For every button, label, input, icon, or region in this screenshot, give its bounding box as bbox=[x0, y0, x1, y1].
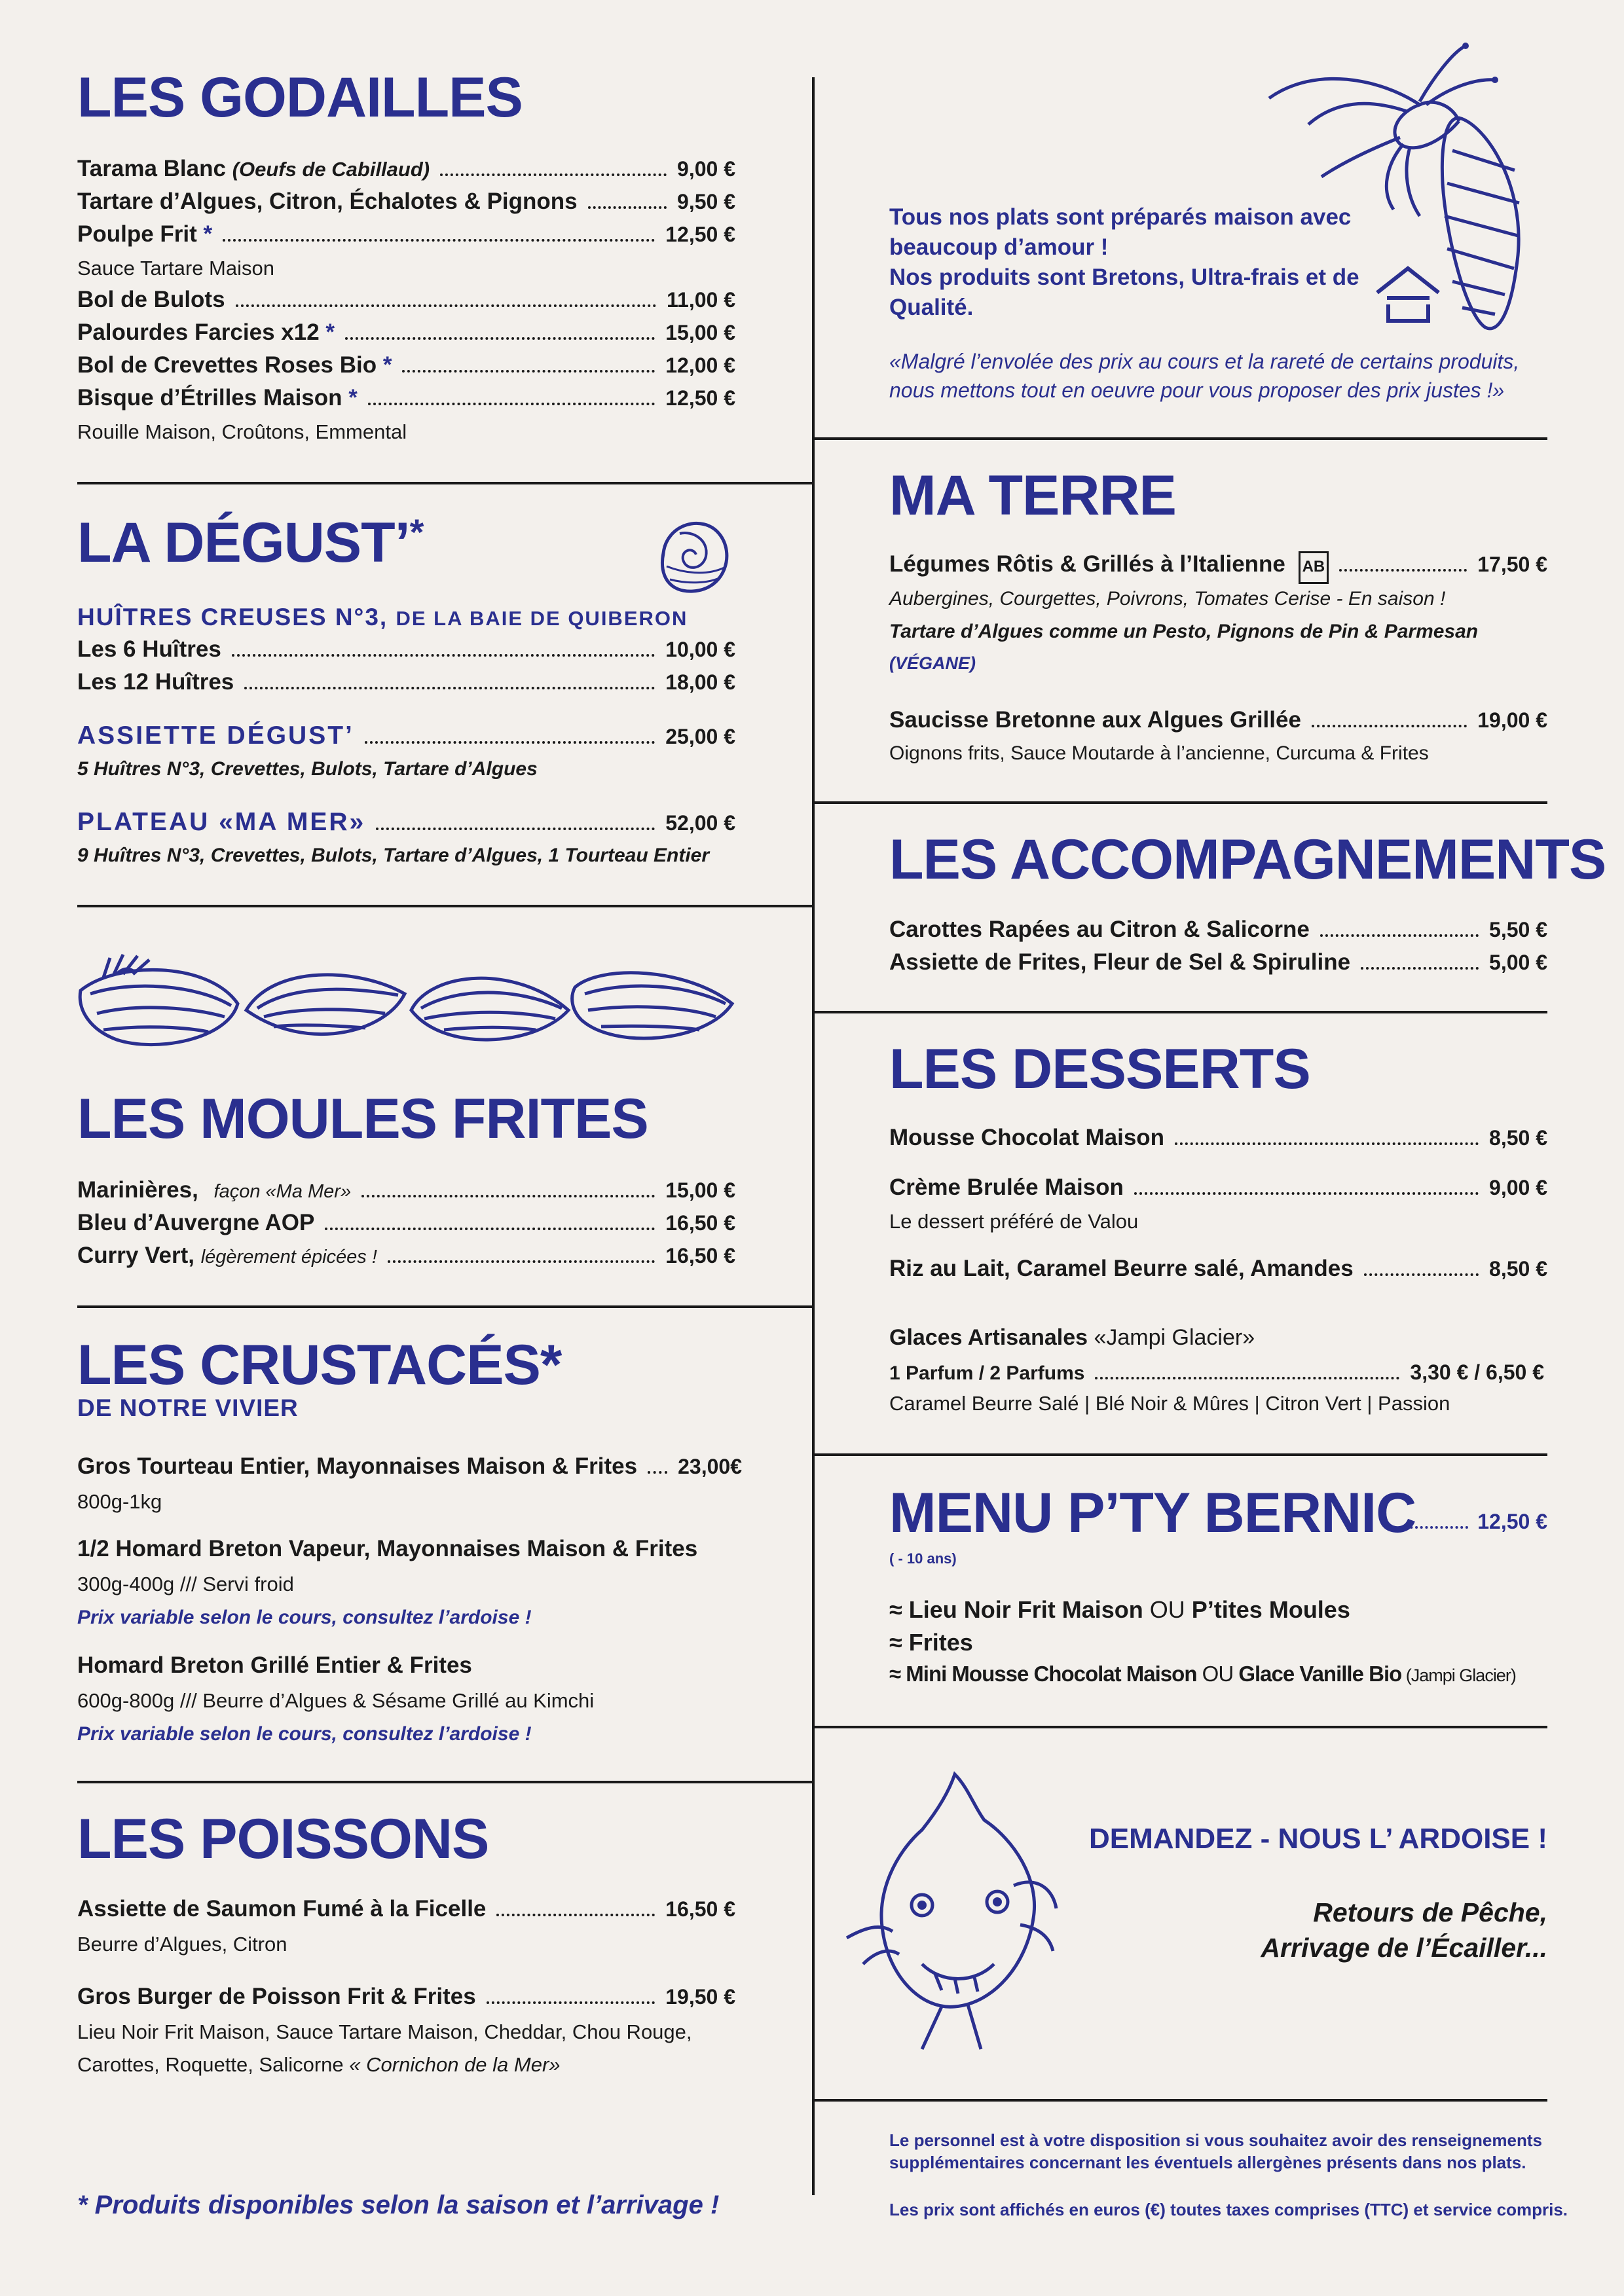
menu-item: 1 Parfum / 2 Parfums 3,30 € / 6,50 € bbox=[889, 1360, 1544, 1384]
legal-text: Les prix sont affichés en euros (€) toutes taxes comprises (TTC) et service compris. bbox=[889, 2200, 1568, 2219]
section-divider bbox=[77, 1781, 812, 1783]
item-description: Rouille Maison, Croûtons, Emmental bbox=[77, 420, 407, 443]
intro-quote: nous mettons tout en oeuvre pour vous proposer des prix justes !» bbox=[889, 378, 1505, 402]
section-title-terre: MA TERRE bbox=[889, 464, 1176, 527]
legal-text: supplémentaires concernant les éventuels allergènes présents dans nos plats. bbox=[889, 2153, 1526, 2172]
menu-item: Gros Burger de Poisson Frit & Frites 19,50 € bbox=[77, 1984, 735, 2009]
section-title-menu-enfant: MENU P’TY BERNIC bbox=[889, 1482, 1416, 1544]
menu-item: Homard Breton Grillé Entier & Frites bbox=[77, 1652, 472, 1678]
intro-quote: «Malgré l’envolée des prix au cours et la rareté de certains produits, bbox=[889, 350, 1520, 373]
menu-item: Curry Vert, légèrement épicées ! 16,50 € bbox=[77, 1243, 735, 1268]
section-divider bbox=[812, 1726, 1547, 1728]
menu-item: Tarama Blanc (Oeufs de Cabillaud) 9,00 € bbox=[77, 156, 735, 181]
item-description: Tartare d’Algues comme un Pesto, Pignons de Pin & Parmesan bbox=[889, 621, 1479, 642]
menu-item: Saucisse Bretonne aux Algues Grillée 19,00 € bbox=[889, 707, 1547, 733]
section-title-degust: LA DÉGUST’* bbox=[77, 511, 424, 574]
intro-text: beaucoup d’amour ! bbox=[889, 234, 1109, 260]
intro-text: Nos produits sont Bretons, Ultra-frais et de bbox=[889, 264, 1359, 290]
intro-text: Tous nos plats sont préparés maison avec bbox=[889, 204, 1352, 230]
item-description: 5 Huîtres N°3, Crevettes, Bulots, Tartare d’Algues bbox=[77, 758, 538, 780]
item-description: Lieu Noir Frit Maison, Sauce Tartare Maison, Cheddar, Chou Rouge, bbox=[77, 2020, 692, 2043]
house-icon bbox=[1374, 265, 1443, 324]
organic-label-icon: AB bbox=[1299, 551, 1329, 584]
menu-item: Bleu d’Auvergne AOP 16,50 € bbox=[77, 1210, 735, 1235]
mussels-illustration bbox=[77, 948, 735, 1059]
section-divider bbox=[812, 1011, 1547, 1013]
menu-item: Les 6 Huîtres 10,00 € bbox=[77, 636, 735, 662]
section-title-accompagnements: LES ACCOMPAGNEMENTS bbox=[889, 828, 1606, 891]
item-description: Caramel Beurre Salé | Blé Noir & Mûres | Citron Vert | Passion bbox=[889, 1392, 1450, 1415]
price-note: Prix variable selon le cours, consultez l’ardoise ! bbox=[77, 1607, 532, 1628]
item-description: Oignons frits, Sauce Moutarde à l’ancienne, Curcuma & Frites bbox=[889, 742, 1429, 764]
menu-item-assiette: ASSIETTE DÉGUST’ 25,00 € bbox=[77, 721, 735, 750]
item-description: Carottes, Roquette, Salicorne « Cornichon de la Mer» bbox=[77, 2053, 561, 2076]
menu-item: Carottes Rapées au Citron & Salicorne 5,50 € bbox=[889, 917, 1547, 942]
column-divider bbox=[812, 77, 815, 2195]
menu-item: Bisque d’Étrilles Maison * 12,50 € bbox=[77, 385, 735, 410]
menu-item: Marinières, façon «Ma Mer» 15,00 € bbox=[77, 1177, 735, 1203]
footnote: * Produits disponibles selon la saison et l’arrivage ! bbox=[77, 2191, 720, 2219]
menu-item: Gros Tourteau Entier, Mayonnaises Maison & Frites 23,00€ bbox=[77, 1453, 742, 1479]
section-title-desserts: LES DESSERTS bbox=[889, 1038, 1310, 1101]
ardoise-title: DEMANDEZ - NOUS L’ ARDOISE ! bbox=[1089, 1823, 1547, 1855]
section-title-moules: LES MOULES FRITES bbox=[77, 1087, 648, 1150]
item-description: 9 Huîtres N°3, Crevettes, Bulots, Tartare d’Algues, 1 Tourteau Entier bbox=[77, 845, 710, 866]
item-description: 600g-800g /// Beurre d’Algues & Sésame Grillé au Kimchi bbox=[77, 1689, 595, 1712]
section-title-crustaces: LES CRUSTACÉS* bbox=[77, 1334, 562, 1396]
section-subtitle: DE NOTRE VIVIER bbox=[77, 1394, 299, 1421]
price-note: Prix variable selon le cours, consultez l’ardoise ! bbox=[77, 1723, 532, 1745]
section-divider bbox=[77, 1305, 812, 1308]
menu-enfant-price: 12,50 € bbox=[1400, 1510, 1547, 1534]
ardoise-text: Retours de Pêche, bbox=[1313, 1897, 1547, 1927]
item-description: Sauce Tartare Maison bbox=[77, 257, 274, 280]
ardoise-text: Arrivage de l’Écailler... bbox=[1261, 1933, 1547, 1963]
section-divider bbox=[812, 2099, 1547, 2102]
item-description: 300g-400g /// Servi froid bbox=[77, 1573, 294, 1595]
menu-item: Poulpe Frit * 12,50 € bbox=[77, 221, 735, 247]
section-divider bbox=[812, 1453, 1547, 1456]
menu-item-glaces: Glaces Artisanales «Jampi Glacier» bbox=[889, 1325, 1255, 1350]
menu-item: Assiette de Frites, Fleur de Sel & Spiruline 5,00 € bbox=[889, 949, 1547, 975]
menu-item: Légumes Rôtis & Grillés à l’Italienne AB 17,50 € bbox=[889, 551, 1547, 584]
item-description: 800g-1kg bbox=[77, 1490, 162, 1513]
menu-item: Tartare d’Algues, Citron, Échalotes & Pignons 9,50 € bbox=[77, 189, 735, 214]
age-note: ( - 10 ans) bbox=[889, 1550, 957, 1567]
menu-item: Assiette de Saumon Fumé à la Ficelle 16,50 € bbox=[77, 1896, 735, 1922]
section-divider bbox=[77, 905, 812, 907]
item-description: Beurre d’Algues, Citron bbox=[77, 1933, 287, 1956]
menu-item-plateau: PLATEAU «MA MER» 52,00 € bbox=[77, 808, 735, 836]
section-title-poissons: LES POISSONS bbox=[77, 1808, 489, 1870]
vegan-tag: (VÉGANE) bbox=[889, 653, 976, 673]
menu-item: Palourdes Farcies x12 * 15,00 € bbox=[77, 319, 735, 345]
menu-item: Riz au Lait, Caramel Beurre salé, Amandes 8,50 € bbox=[889, 1256, 1547, 1281]
menu-item: Crème Brulée Maison 9,00 € bbox=[889, 1175, 1547, 1200]
oysters-heading: HUÎTRES CREUSES N°3, DE LA BAIE DE QUIBERON bbox=[77, 604, 688, 630]
menu-item: Mousse Chocolat Maison 8,50 € bbox=[889, 1125, 1547, 1150]
section-divider bbox=[77, 482, 812, 484]
section-divider bbox=[812, 801, 1547, 804]
legal-text: Le personnel est à votre disposition si vous souhaitez avoir des renseignements bbox=[889, 2130, 1542, 2150]
intro-text: Qualité. bbox=[889, 295, 974, 320]
menu-enfant-line: ≈ Frites bbox=[889, 1629, 973, 1656]
section-divider bbox=[812, 437, 1547, 440]
menu-item: Bol de Bulots 11,00 € bbox=[77, 287, 735, 312]
menu-enfant-line: ≈ Lieu Noir Frit Maison OU P’tites Moules bbox=[889, 1596, 1350, 1623]
fish-illustration bbox=[843, 1768, 1060, 2056]
menu-item: Bol de Crevettes Roses Bio * 12,00 € bbox=[77, 352, 735, 378]
shell-icon bbox=[654, 507, 735, 596]
menu-item: 1/2 Homard Breton Vapeur, Mayonnaises Maison & Frites bbox=[77, 1536, 698, 1561]
section-title-godailles: LES GODAILLES bbox=[77, 66, 523, 129]
menu-item: Les 12 Huîtres 18,00 € bbox=[77, 669, 735, 695]
menu-enfant-line: ≈ Mini Mousse Chocolat Maison OU Glace Vanille Bio (Jampi Glacier) bbox=[889, 1662, 1516, 1686]
item-description: Le dessert préféré de Valou bbox=[889, 1210, 1139, 1233]
item-description: Aubergines, Courgettes, Poivrons, Tomates Cerise - En saison ! bbox=[889, 588, 1446, 610]
